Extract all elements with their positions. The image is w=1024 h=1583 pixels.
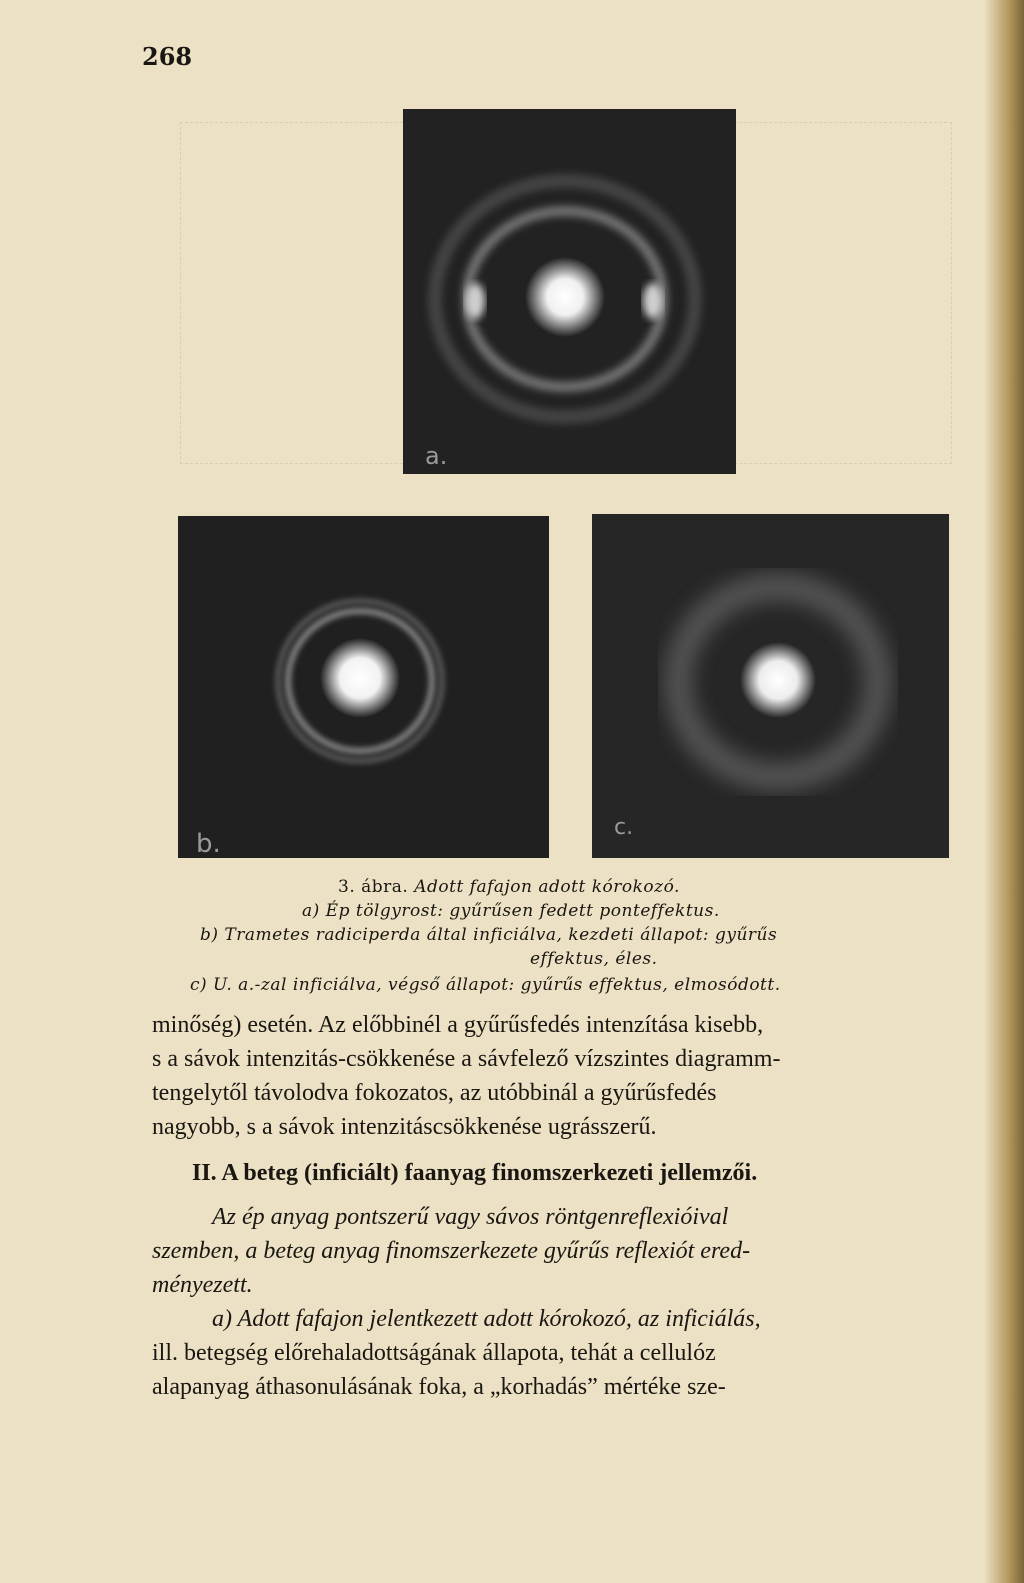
page-number: 268 [142,42,193,71]
section-heading: II. A beteg (inficiált) faanyag finomszerkezeti jellemzői. [192,1160,758,1186]
caption-item-c: c) U. a.-zal inficiálva, végső állapot: gyűrűs effektus, elmosódott. [190,975,781,995]
caption-title-text: Adott fafajon adott kórokozó. [414,877,680,897]
xray-pattern-a [403,109,736,474]
panel-label-a: a. [425,442,448,470]
caption-title [338,876,680,898]
text-line: nagyobb, s a sávok intenzitáscsökkenése ugrásszerű. [152,1114,657,1140]
paragraph-1 [152,1008,982,1144]
xray-photo-b [178,516,549,858]
caption-figure-number: 3. ábra. [338,877,409,897]
text-line: ill. betegség előrehaladottságának állapota, tehát a cellulóz [152,1340,716,1366]
page-edge-shadow [984,0,1024,1583]
text-line: s a sávok intenzitás-csökkenése a sávfelező vízszintes diagramm- [152,1046,781,1072]
caption-item-b-cont: effektus, éles. [530,949,658,969]
xray-pattern-c [592,514,949,858]
text-line: ményezett. [152,1272,253,1298]
xray-photo-c [592,514,949,858]
text-line: alapanyag áthasonulásának foka, a „korhadás” mértéke sze- [152,1374,726,1400]
panel-label-b: b. [196,829,221,858]
paragraph-3 [152,1302,982,1404]
text-line: szemben, a beteg anyag finomszerkezete gyűrűs reflexiót ered- [152,1238,751,1264]
text-line: minőség) esetén. Az előbbinél a gyűrűsfedés intenzítása kisebb, [152,1012,764,1038]
text-line: Az ép anyag pontszerű vagy sávos röntgenreflexióival [212,1204,729,1230]
xray-pattern-b [178,516,549,858]
paragraph-2 [152,1200,982,1302]
xray-photo-a [403,109,736,474]
caption-item-a: a) Ép tölgyrost: gyűrűsen fedett ponteffektus. [302,901,720,921]
text-line: a) Adott fafajon jelentkezett adott kórokozó, az inficiálás, [212,1306,761,1332]
panel-label-c: c. [614,815,634,840]
caption-item-b: b) Trametes radiciperda által inficiálva, kezdeti állapot: gyűrűs [200,925,778,945]
text-line: tengelytől távolodva fokozatos, az utóbbinál a gyűrűsfedés [152,1080,717,1106]
